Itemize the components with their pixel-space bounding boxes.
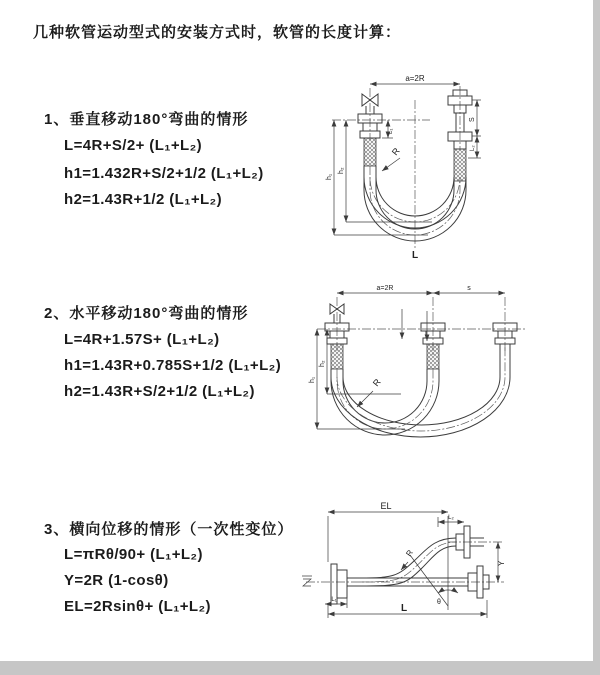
dim-label-theta: θ — [437, 599, 441, 606]
formula-line: EL=2Rsinθ+ (L₁+L₂) — [64, 598, 211, 615]
formula-line: L=4R+1.57S+ (L₁+L₂) — [64, 331, 220, 348]
diagram-lateral-displacement — [298, 500, 595, 652]
dim-label-h1: h₁ — [326, 173, 333, 180]
radius-leader — [357, 391, 373, 407]
dim-label-length: L — [411, 250, 419, 261]
formula-line: h1=1.43R+0.785S+1/2 (L₁+L₂) — [64, 357, 282, 374]
section-2-heading: 2、水平移动180°弯曲的情形 — [44, 305, 249, 322]
dim-label-length: L — [400, 603, 408, 614]
dim-label-s: S — [469, 117, 476, 122]
centerline-break-symbol — [302, 576, 312, 586]
page-edge-right — [593, 0, 600, 675]
formula-line: L=πRθ/90+ (L₁+L₂) — [64, 546, 203, 563]
page-title: 几种软管运动型式的安装方式时，软管的长度计算： — [33, 24, 402, 41]
radius-construction-line — [410, 555, 448, 606]
dim-label-l2: L₂ — [470, 145, 476, 151]
dim-label-l2: L₂ — [448, 515, 454, 521]
dim-label-a2r: a=2R — [376, 285, 394, 292]
dim-label-h2: h₂ — [319, 360, 326, 367]
dim-label-l1: L₁ — [331, 597, 337, 603]
dim-label-s: s — [467, 285, 471, 292]
formula-line: Y=2R (1-cosθ) — [64, 572, 169, 589]
diagram-vertical-180-bend — [312, 70, 594, 262]
section-3-heading: 3、横向位移的情形（一次性变位） — [44, 521, 294, 538]
hose-position-2 — [331, 344, 510, 437]
dim-label-radius: R — [389, 145, 402, 158]
formula-line: L=4R+S/2+ (L₁+L₂) — [64, 137, 203, 154]
dim-label-a2r: a=2R — [405, 74, 425, 83]
dim-label-el: EL — [380, 501, 392, 511]
formula-line: h2=1.43R+S/2+1/2 (L₁+L₂) — [64, 383, 255, 400]
dim-label-radius: R — [370, 376, 383, 389]
angle-arc — [448, 590, 458, 593]
radius-leader — [382, 158, 400, 171]
page-edge-bottom — [0, 661, 600, 675]
diagram-horizontal-180-bend — [305, 281, 592, 463]
dim-label-h1: h₁ — [309, 376, 316, 383]
dim-label-radius: R — [404, 548, 415, 559]
angle-arc — [438, 590, 448, 593]
dim-label-l1: L₁ — [388, 128, 394, 134]
section-1-heading: 1、垂直移动180°弯曲的情形 — [44, 111, 249, 128]
dim-label-y: Y — [497, 560, 506, 566]
dim-label-h2: h₂ — [338, 167, 345, 174]
formula-line: h2=1.43R+1/2 (L₁+L₂) — [64, 191, 223, 208]
formula-line: h1=1.432R+S/2+1/2 (L₁+L₂) — [64, 165, 264, 182]
